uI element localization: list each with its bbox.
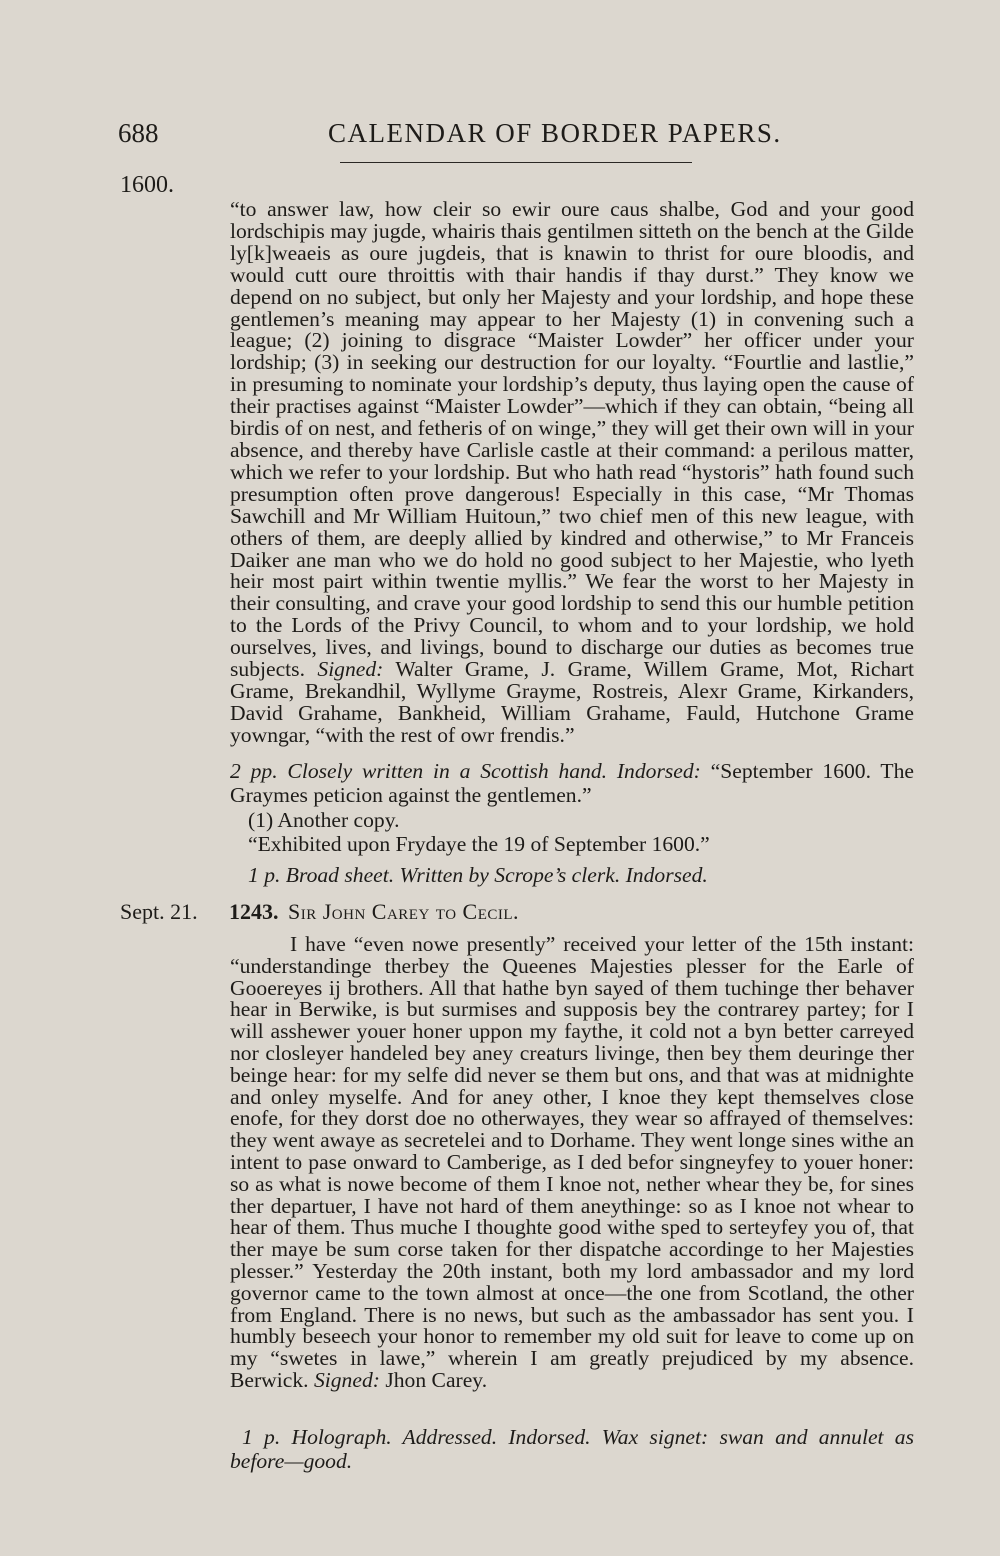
letter-signed-label: Signed: xyxy=(313,1367,380,1392)
endorsement-text: “September 1600. The Graymes peticion against the gentlemen.” xyxy=(230,759,914,807)
page-number: 688 xyxy=(118,118,159,148)
year-marker: 1600. xyxy=(120,172,174,198)
copy-description xyxy=(248,863,914,887)
description-note: 2 pp. Closely written in a Scottish hand. Indorsed: xyxy=(230,759,701,783)
petition-description xyxy=(230,759,914,807)
signatories: Walter Grame, J. Grame, Willem Grame, Mot, Richart Grame, Brekandhil, Wyllyme Grayme, Rostreis, Alexr Grame, Kirkanders, David Grahame, Bankheid, William Grahame, Fauld, Hutchone Grame yowngar, “with the rest of owr frendis.” xyxy=(230,657,914,747)
header-rule xyxy=(340,162,692,163)
copy-line: (1) Another copy. xyxy=(248,808,400,832)
copy-notes xyxy=(248,808,914,856)
signed-label: Signed: xyxy=(317,657,384,682)
letter-description-text: 1 p. Holograph. Addressed. Indorsed. Wax signet: swan and annulet as before—good. xyxy=(230,1425,914,1473)
petition-text xyxy=(230,199,914,747)
page-header xyxy=(118,118,918,158)
letter-signatory: Jhon Carey. xyxy=(385,1367,488,1392)
entry-date: Sept. 21. xyxy=(120,899,198,924)
petition-body: “to answer law, how cleir so ewir oure caus shalbe, God and your good lordschipis may jugde, whairis thais gentilmen sitteth on the bench at the Gilde ly[k]weaeis as oure jugdeis, that is knawin to thrist for oure bloodis, and would cutt oure throittis with thair handis if thay durst.” They know we depend on no subject, but only her Majesty and your lordship, and hope these gentlemen’s meaning may appear to her Majesty (1) in convening such a league; (2) joining to disgrace “Maister Lowder” her officer under your lordship; (3) in seeking our destruction for our loyalty. “Fourtlie and lastlie,” in presuming to nominate your lordship’s deputy, thus laying open the cause of their practises against “Maister Lowder”—which if they can obtain, “being all birdis of on nest, and fetheris of on winge,” they will get their own will in your absence, and thereby have Carlisle castle at their command: a perilous matter, which we refer to your lordship. But who hath read “hystoris” hath found such presumption often prove dangerous! Especially in this case, “Mr Thomas Sawchill and Mr William Huitoun,” two chief men of this new league, with others of them, are deeply allied by kindred and otherwise,” to Mr Franceis Daiker ane man who we do hold no good subject to her Majestie, who lyeth heir most pairt within twentie myllis.” We fear the worst to her Majesty in their consulting, and crave your good lordship to send this our humble petition to the Lords of the Privy Council, to whom and to your lordship, we hold ourselves, lives, and livings, bound to discharge our duties as becomes true subjects. xyxy=(230,197,914,682)
letter-text xyxy=(230,934,914,1392)
running-title: CALENDAR OF BORDER PAPERS. xyxy=(328,118,782,148)
letter-description xyxy=(230,1425,914,1473)
copy-description-text: 1 p. Broad sheet. Written by Scrope’s clerk. Indorsed. xyxy=(248,863,708,887)
letter-body: I have “even nowe presently” received your letter of the 15th instant: “understandinge therbey the Queenes Majesties plesser for the Earle of Gooereyes ij brothers. All that hathe byn sayed of them tuchinge ther behaver hear in Berwike, is but surmises and supposis bey the contrarey partey; for I will asshewer youer honer uppon my faythe, it cold not a byn better carreyed nor closleyer handeled bey aney creaturs livinge, then bey them deuringe ther beinge hear: for my selfe did never se them but ons, and that was at midnighte and onley myselfe. And for aney other, I knoe they kept themselves close enofe, for they dorst doe no otherwayes, they wear so affrayed of themselves: they went awaye as secretelei and to Dorhame. They went longe sines withe an intent to pase onward to Camberige, as I ded befor singneyfey to youer honer: so as what is nowe become of them I knoe not, nether whear they be, for sines ther departuer, I have not hard of them aneythinge: so as I knoe not whear to hear of them. Thus muche I thoughte good withe sped to serteyfey you of, that ther maye be sum corse taken for ther dispatche accordinge to her Majesties plesser.” Yesterday the 20th instant, both my lord ambassador and my lord governor came to the town almost at once—the one from Scotland, the other from England. There is no news, but such as the ambassador has sent you. I humbly beseech your honor to remember my old suit for leave to come up on my “swetes in lawe,” wherein I am greatly prejudiced by my absence. Berwick. xyxy=(230,932,914,1392)
exhibited-line: “Exhibited upon Frydaye the 19 of September 1600.” xyxy=(248,832,710,856)
entry-number: 1243. xyxy=(229,899,279,924)
entry-title: Sir John Carey to Cecil. xyxy=(288,899,520,924)
